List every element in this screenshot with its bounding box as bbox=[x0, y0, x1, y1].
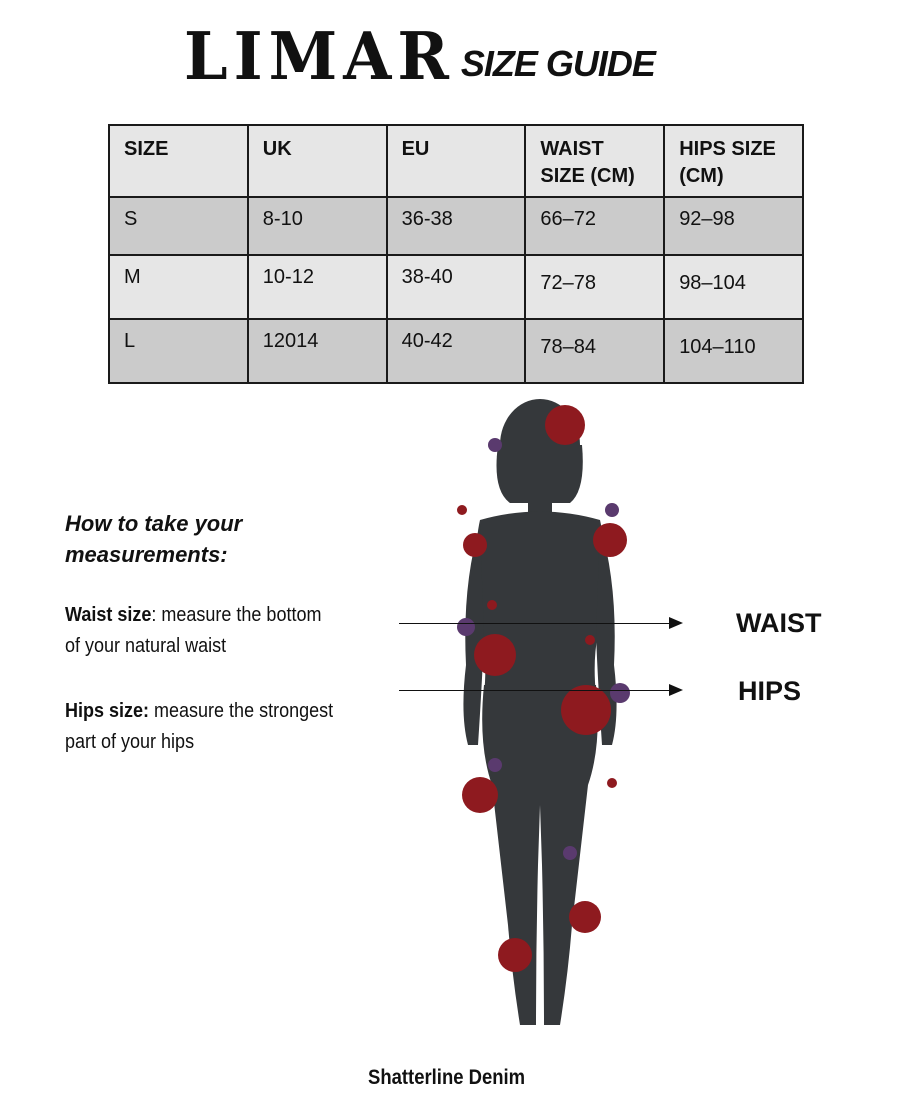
column-header-size: SIZE bbox=[109, 125, 248, 197]
cell-size: S bbox=[109, 197, 248, 255]
cell-uk: 12014 bbox=[248, 319, 387, 383]
cell-hips: 92–98 bbox=[664, 197, 803, 255]
instructions-heading: How to take your measurements: bbox=[65, 511, 243, 567]
size-table bbox=[108, 124, 804, 384]
cell-uk: 8-10 bbox=[248, 197, 387, 255]
cell-size: L bbox=[109, 319, 248, 383]
cell-waist: 78–84 bbox=[525, 319, 664, 383]
column-header-hips: HIPS SIZE (CM) bbox=[664, 125, 803, 197]
cell-hips: 98–104 bbox=[664, 255, 803, 319]
hips-instruction-label: Hips size: bbox=[65, 700, 150, 722]
waist-arrow-icon bbox=[399, 623, 669, 624]
cell-eu: 40-42 bbox=[387, 319, 526, 383]
column-header-waist: WAIST SIZE (CM) bbox=[525, 125, 664, 197]
hips-instruction bbox=[65, 696, 335, 758]
hips-instruction-text: measure the strongest part of your hips bbox=[65, 700, 334, 753]
cell-eu: 38-40 bbox=[387, 255, 526, 319]
silhouette-with-roses-illustration bbox=[400, 385, 680, 1045]
column-header-eu: EU bbox=[387, 125, 526, 197]
waist-instruction: Waist size: measure the bottom of your natural waist bbox=[65, 604, 322, 657]
table-row bbox=[109, 319, 803, 383]
table-row bbox=[109, 197, 803, 255]
page-title bbox=[184, 18, 655, 95]
brand-logo: LIMAR bbox=[184, 18, 455, 95]
cell-hips: 104–110 bbox=[664, 319, 803, 383]
size-guide-heading: SIZE GUIDE bbox=[460, 43, 655, 84]
product-caption: Shatterline Denim bbox=[368, 1066, 526, 1089]
waist-instruction-text: measure the bottom of your natural waist bbox=[65, 604, 322, 657]
cell-uk: 10-12 bbox=[248, 255, 387, 319]
cell-waist: 66–72 bbox=[525, 197, 664, 255]
column-header-uk: UK bbox=[248, 125, 387, 197]
cell-eu: 36-38 bbox=[387, 197, 526, 255]
table-row bbox=[109, 255, 803, 319]
waist-instruction-label: Waist size bbox=[65, 604, 152, 626]
hips-arrow-icon bbox=[399, 690, 669, 691]
cell-size: M bbox=[109, 255, 248, 319]
table-header-row bbox=[109, 125, 803, 197]
hips-marker-label: HIPS bbox=[738, 676, 802, 706]
waist-marker-label: WAIST bbox=[736, 608, 822, 638]
cell-waist: 72–78 bbox=[525, 255, 664, 319]
